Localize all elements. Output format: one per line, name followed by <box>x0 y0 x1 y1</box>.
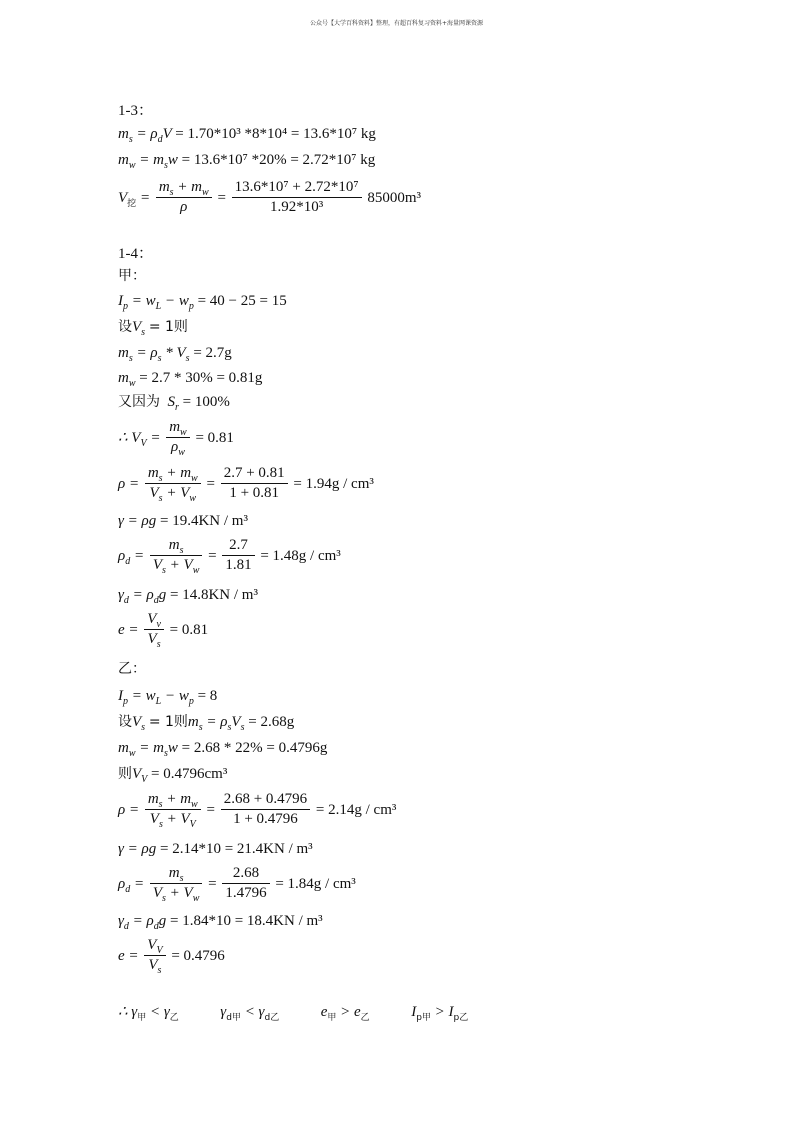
equation-ms-rhs: = 1.70*10³ *8*10⁴ = 13.6*10⁷ kg <box>175 126 376 142</box>
jia-vv: ∴ $V_V$ = $\frac{m_w}{\rho_w}$ = 0.81 <box>118 419 234 458</box>
jia-e: e = $\frac{V_v}{V_s}$ = 0.81 <box>118 611 209 650</box>
jia-set-vs: 设$V_s = 1$则 <box>118 319 188 338</box>
equation-mw-rhs: = 13.6*10⁷ *20% = 2.72*10⁷ kg <box>181 152 376 168</box>
page-header: 公众号【大学百科资料】整理，有超百科复习资料+海量网课资源 <box>309 20 484 27</box>
jia-gammad: $\gamma_d = \rho_dg = 14.8KN / m^3$ <box>118 587 258 606</box>
jia-ip: $I_p = w_L - w_p = 40 - 25 = 15$ <box>118 293 287 312</box>
equation-v-wa-result: 85000m³ <box>367 189 422 206</box>
yi-mw: $m_w = m_sw = 2.68 * 22\% = 0.4796g$ <box>118 740 328 759</box>
jia-rho: ρ = $\frac{m_s + m_w}{V_s + V_w}$ = $\frac{2.7 + 0.81}{1 + 0.81}$ = 1.94g / cm³ <box>118 465 374 504</box>
fraction-mass-sum: $\frac{m_s + m_w}{\rho}$ <box>156 178 212 217</box>
yi-rhod: $\rho_d$ = $\frac{m_s}{V_s + V_w}$ = $\frac{2.68}{1.4796}$ = 1.84g / cm³ <box>118 865 356 904</box>
equation-ms: $m_s = \rho_dV = 1.70*10^3$ *8*10⁴ = 13.6*10⁷ kg <box>118 126 376 145</box>
equation-v-wa-sub: 挖 <box>127 198 137 209</box>
fraction-volume: $\frac{\text{13.6*10⁷ + 2.72*10⁷}}{\text{1.92*10³}}$ <box>232 178 362 217</box>
equation-v-wa: $V_挖$ = $\frac{m_s + m_w}{\rho}$ = $\frac{\text{13.6*10⁷ + 2.72*10⁷}}{\text{1.92*10³}}$ 85000m³ <box>118 179 422 215</box>
yi-vv: 则$V_V = 0.4796cm^3$ <box>118 766 228 785</box>
jia-mw: $m_w = 2.7 * 30\% = 0.81g$ <box>118 370 263 389</box>
jia-ms: $m_s = \rho_s * V_s = 2.7g$ <box>118 345 232 364</box>
jia-sr: 又因为 $S_r = 100\%$ <box>118 394 230 413</box>
yi-gammad: $\gamma_d = \rho_dg = 1.84*10 = 18.4KN / m^3$ <box>118 913 323 932</box>
section-title-1-3: 1-3： <box>118 103 153 119</box>
conclusion: ∴ $\gamma_甲 < \gamma_乙$ $\gamma_{d甲} < \gamma_{d乙}$ $e_甲 > e_乙$ $I_{p甲} > I_{p乙}$ <box>118 1004 469 1023</box>
yi-gamma: γ = ρg = 2.14*10 = 21.4KN / m³ <box>118 841 313 857</box>
equation-mw: $m_w = m_sw = 13.6*10^7$ *20% = 2.72*10⁷ kg <box>118 152 376 171</box>
subsection-jia-label: 甲： <box>118 268 146 284</box>
yi-rho: ρ = $\frac{m_s + m_w}{V_s + V_V}$ = $\frac{2.68 + 0.4796}{1 + 0.4796}$ = 2.14g / cm³ <box>118 791 397 830</box>
jia-gamma: γ = ρg = 19.4KN / m³ <box>118 513 248 529</box>
subsection-yi-label: 乙： <box>118 661 146 677</box>
yi-set-vs: 设$V_s = 1$则$m_s = \rho_sV_s = 2.68g$ <box>118 714 295 733</box>
section-title-1-4: 1-4： <box>118 246 153 262</box>
jia-rhod: $\rho_d$ = $\frac{m_s}{V_s + V_w}$ = $\frac{2.7}{1.81}$ = 1.48g / cm³ <box>118 537 341 576</box>
yi-e: e = $\frac{V_V}{V_s}$ = 0.4796 <box>118 937 225 976</box>
yi-ip: $I_p = w_L - w_p = 8$ <box>118 688 218 707</box>
